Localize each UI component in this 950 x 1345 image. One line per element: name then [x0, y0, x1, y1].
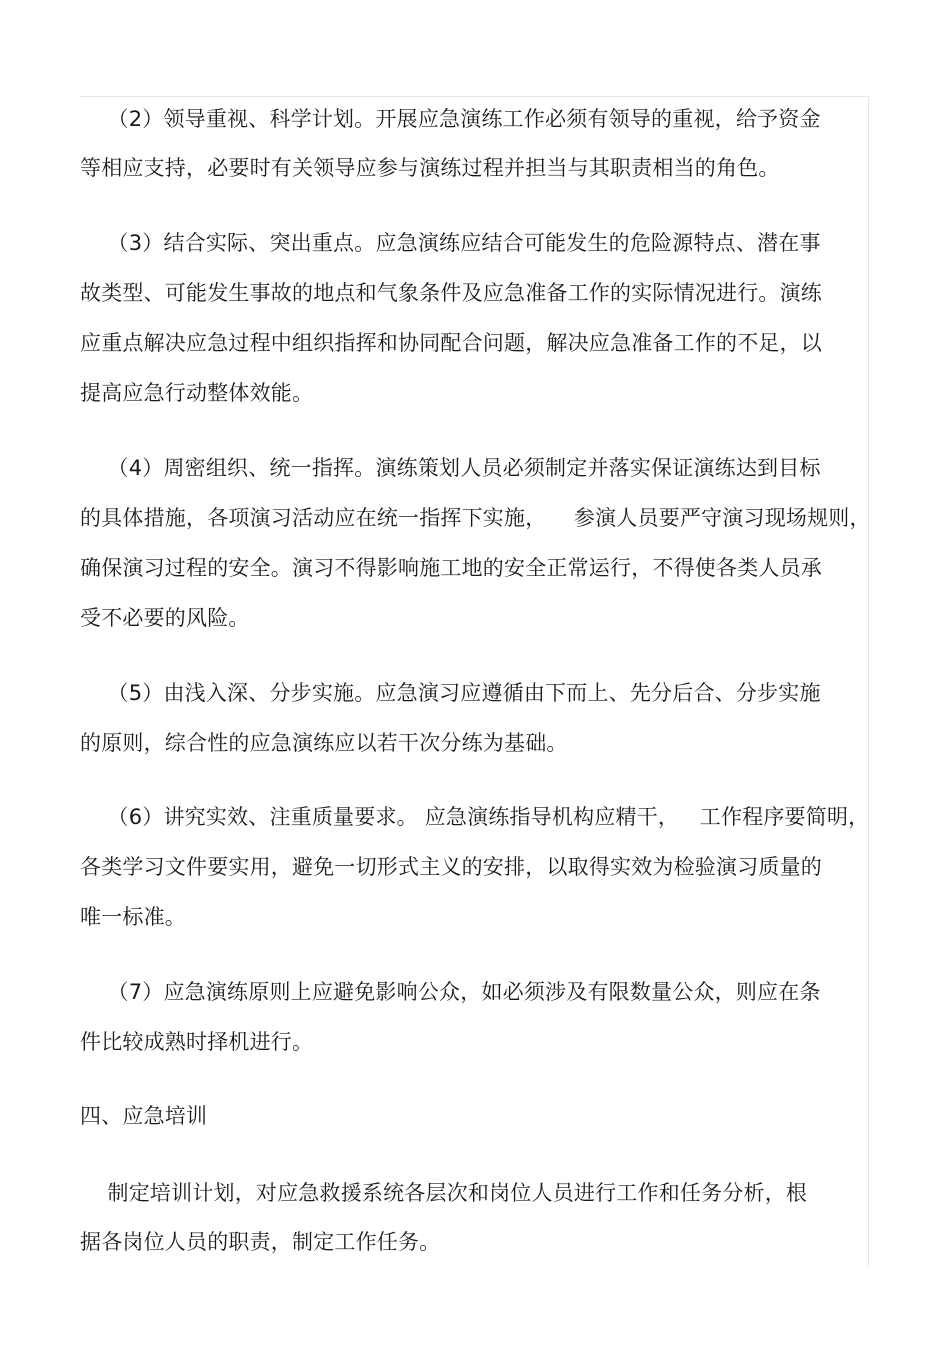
paragraph-3-line-3: 应重点解决应急过程中组织指挥和协同配合问题，解决应急准备工作的不足，以 — [80, 331, 822, 355]
paragraph-2-line-1: （2）领导重视、科学计划。开展应急演练工作必须有领导的重视，给予资金 — [80, 107, 821, 131]
section-heading-training: 四、应急培训 — [80, 1104, 208, 1128]
paragraph-training-line-1: 制定培训计划，对应急救援系统各层次和岗位人员进行工作和任务分析，根 — [80, 1181, 808, 1205]
paragraph-6-line-1: （6）讲究实效、注重质量要求。 应急演练指导机构应精干， 工作程序要简明， — [80, 805, 870, 829]
paragraph-3-line-2: 故类型、可能发生事故的地点和气象条件及应急准备工作的实际情况进行。演练 — [80, 281, 822, 305]
paragraph-5-line-2: 的原则，综合性的应急演练应以若干次分练为基础。 — [80, 731, 568, 755]
paragraph-2-line-2: 等相应支持，必要时有关领导应参与演练过程并担当与其职责相当的角色。 — [80, 156, 780, 180]
paragraph-5-line-1: （5）由浅入深、分步实施。应急演习应遵循由下而上、先分后合、分步实施 — [80, 681, 821, 705]
paragraph-3-line-4: 提高应急行动整体效能。 — [80, 381, 314, 405]
paragraph-6-line-3: 唯一标准。 — [80, 905, 186, 929]
paragraph-4-line-3: 确保演习过程的安全。演习不得影响施工地的安全正常运行，不得使各类人员承 — [80, 556, 822, 580]
paragraph-4-line-1: （4）周密组织、统一指挥。演练策划人员必须制定并落实保证演练达到目标 — [80, 456, 821, 480]
paragraph-4-line-4: 受不必要的风险。 — [80, 606, 250, 630]
paragraph-7-line-2: 件比较成熟时择机进行。 — [80, 1030, 314, 1054]
paragraph-4-line-2: 的具体措施，各项演习活动应在统一指挥下实施， 参演人员要严守演习现场规则， — [80, 506, 871, 530]
paragraph-7-line-1: （7）应急演练原则上应避免影响公众，如必须涉及有限数量公众，则应在条 — [80, 980, 821, 1004]
paragraph-6-line-2: 各类学习文件要实用，避免一切形式主义的安排，以取得实效为检验演习质量的 — [80, 855, 822, 879]
paragraph-3-line-1: （3）结合实际、突出重点。应急演练应结合可能发生的危险源特点、潜在事 — [80, 231, 821, 255]
paragraph-training-line-2: 据各岗位人员的职责，制定工作任务。 — [80, 1230, 441, 1254]
